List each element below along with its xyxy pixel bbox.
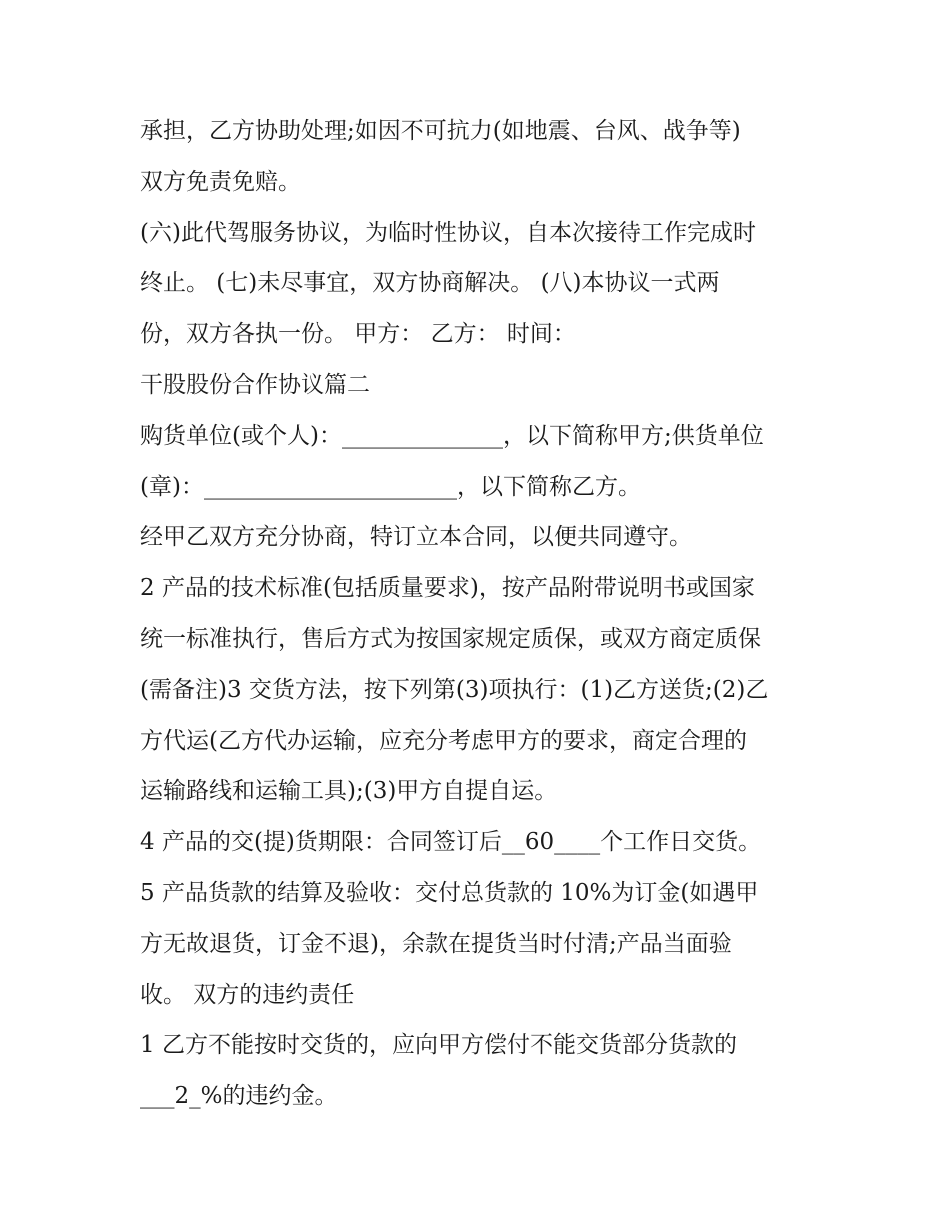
- text-line: 4 产品的交(提)货期限：合同签订后__60____个工作日交货。: [140, 829, 762, 856]
- text-line: 双方免责免赔。: [140, 168, 301, 195]
- text-line: 统一标准执行，售后方式为按国家规定质保，或双方商定质保: [140, 625, 761, 652]
- text-line: 运输路线和运输工具);(3)甲方自提自运。: [140, 778, 558, 805]
- text-line: 1 乙方不能按时交货的，应向甲方偿付不能交货部分货款的: [140, 1032, 737, 1059]
- text-line: 5 产品货款的结算及验收：交付总货款的 10%为订金(如遇甲: [140, 879, 759, 906]
- section-heading: 干股股份合作协议篇二: [140, 371, 370, 398]
- text-line: 承担，乙方协助处理;如因不可抗力(如地震、台风、战争等): [140, 118, 741, 144]
- text-line: 购货单位(或个人)：______________，以下简称甲方;供货单位: [140, 422, 764, 449]
- text-line: (六)此代驾服务协议，为临时性协议，自本次接待工作完成时: [140, 219, 756, 246]
- text-line: 份，双方各执一份。 甲方： 乙方： 时间：: [140, 321, 576, 348]
- text-line: (章)：______________________，以下简称乙方。: [140, 473, 641, 500]
- document-body: [140, 106, 840, 1122]
- text-line: 收。 双方的违约责任: [140, 981, 355, 1008]
- text-line: ___2_%的违约金。: [140, 1083, 338, 1110]
- text-line: 方无故退货，订金不退)，余款在提货当时付清;产品当面验: [140, 930, 732, 957]
- text-line: 终止。 (七)未尽事宜，双方协商解决。 (八)本协议一式两: [140, 270, 720, 297]
- text-line: (需备注)3 交货方法，按下列第(3)项执行：(1)乙方送货;(2)乙: [140, 676, 769, 703]
- text-line: 经甲乙双方充分协商，特订立本合同，以便共同遵守。: [140, 524, 692, 551]
- text-line: 2 产品的技术标准(包括质量要求)，按产品附带说明书或国家: [140, 575, 755, 602]
- text-line: 方代运(乙方代办运输，应充分考虑甲方的要求，商定合理的: [140, 727, 747, 754]
